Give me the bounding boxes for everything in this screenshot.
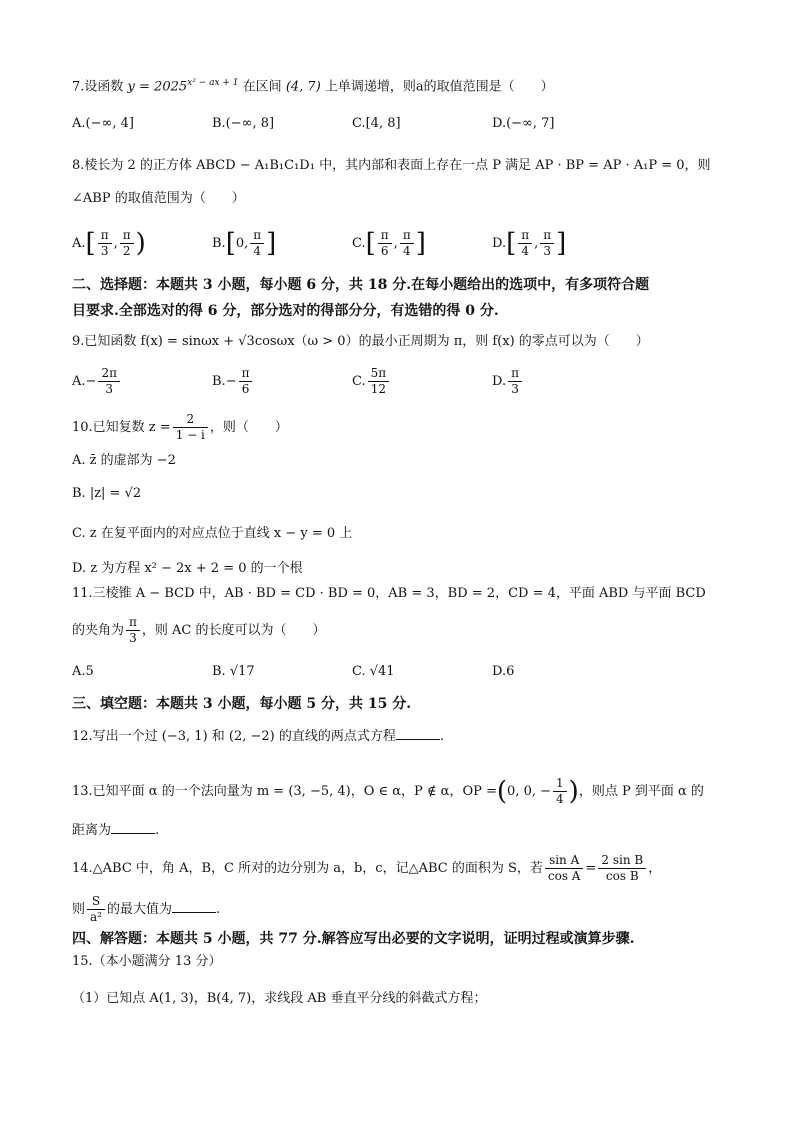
q10-stem-prefix: 10.已知复数 z = <box>72 420 171 435</box>
q9-option-c-label: C. <box>352 374 366 389</box>
q8-option-b-rbracket: ] <box>266 228 277 259</box>
frac-numerator: 2π <box>98 366 120 382</box>
q13-vector-components: 0, 0, − <box>507 784 552 799</box>
q11-frac <box>126 615 140 646</box>
frac-numerator: π <box>518 228 532 244</box>
q11-stem-line2 <box>72 615 326 646</box>
frac-numerator: π <box>239 366 253 382</box>
q9-option-a <box>72 366 122 397</box>
q8-option-d-frac1 <box>518 228 532 259</box>
frac-denominator: 6 <box>241 382 250 396</box>
section-2-heading-line2: 目要求.全部选对的得 6 分，部分选对的得部分分，有选错的得 0 分. <box>72 303 499 319</box>
q9-stem: 9.已知函数 f(x) = sinωx + √3cosωx（ω > 0）的最小正周期为 π，则 f(x) 的零点可以为（ ） <box>72 334 649 349</box>
q13-vector-rparen: ) <box>568 776 579 807</box>
q8-option-c: C.[ $\frac{\pi}{6}$ , $\frac{\pi}{4}$ ] <box>352 228 426 259</box>
q8-option-a-frac1 <box>98 228 112 259</box>
q11-stem-prefix: 的夹角为 <box>72 623 125 638</box>
q8-option-d-lbracket: [ <box>506 228 517 259</box>
q7-option-d: D.(−∞, 7] <box>492 116 555 131</box>
q11-option-b: B. √17 <box>212 664 255 679</box>
q14-frac-sin-over-cos-a <box>545 853 584 884</box>
q9-option-d-frac <box>508 366 522 397</box>
q8-option-d-rbracket: ] <box>556 228 567 259</box>
frac-denominator: a² <box>90 910 102 924</box>
section-3-heading: 三、填空题：本题共 3 小题，每小题 5 分，共 15 分. <box>72 696 412 712</box>
frac-denominator: 4 <box>556 792 564 806</box>
frac-denominator: 12 <box>370 382 387 396</box>
q14-frac-s-over-a2 <box>87 894 105 925</box>
q13-line2-prefix: 距离为 <box>72 823 112 838</box>
q11-option-c: C. √41 <box>352 664 395 679</box>
q7-option-c: C.[4, 8] <box>352 116 401 131</box>
frac-denominator: 3 <box>129 631 137 645</box>
q9-option-b <box>212 366 254 397</box>
q14-equals: = <box>585 861 597 876</box>
q8-option-a-label: A. <box>72 236 86 251</box>
q8-option-c-label: C. <box>352 236 366 251</box>
q9-option-b-label: B. <box>212 374 226 389</box>
q7-exponent: x² − ax + 1 <box>187 78 239 88</box>
q7-stem-mid: 在区间 <box>242 79 282 95</box>
q14-stem <box>72 853 661 884</box>
frac-numerator: π <box>250 228 264 244</box>
q7-stem-suffix: 上单调递增，则a的取值范围是（ ） <box>324 79 554 95</box>
q8-option-b-zero: 0, <box>235 236 249 251</box>
q10-stem-suffix: ，则（ ） <box>209 420 288 435</box>
q11-option-d: D.6 <box>492 664 515 679</box>
q8-option-b <box>212 228 276 259</box>
frac-numerator: π <box>508 366 522 382</box>
q9-option-d <box>492 366 524 397</box>
frac-denominator: 4 <box>521 244 530 258</box>
q13-stem-prefix: 13.已知平面 α 的一个法向量为 m = (3, −5, 4)，O ∈ α，P ∉ α，OP = <box>72 784 497 799</box>
frac-numerator: π <box>400 228 414 244</box>
q7-interval: (4, 7) <box>285 79 321 95</box>
q12-stem <box>72 725 444 747</box>
q15-part1: （1）已知点 A(1, 3)，B(4, 7)，求线段 AB 垂直平分线的斜截式方程； <box>72 991 487 1006</box>
q10-frac <box>173 412 208 443</box>
frac-denominator: 3 <box>511 382 519 396</box>
frac-denominator: 3 <box>105 382 114 396</box>
q13-stem-suffix: ，则点 P 到平面 α 的 <box>578 784 704 799</box>
q12-stem-prefix: 12.写出一个过 (−3, 1) 和 (2, −2) 的直线的两点式方程 <box>72 729 396 744</box>
q11-stem-suffix: ，则 AC 的长度可以为（ ） <box>141 623 326 638</box>
q12-answer-blank[interactable] <box>396 725 440 740</box>
q14-line2-mid: 的最大值为 <box>106 902 172 917</box>
q8-option-a-lbracket: [ <box>85 228 96 259</box>
frac-numerator: 2 sin B <box>598 853 646 869</box>
q8-option-c-frac2 <box>400 228 414 259</box>
frac-numerator: S <box>87 894 105 910</box>
q14-answer-blank[interactable] <box>172 898 216 913</box>
frac-denominator: 4 <box>402 244 411 258</box>
q8-option-b-lbracket: [ <box>225 228 236 259</box>
frac-denominator: cos B <box>605 869 639 883</box>
frac-numerator: π <box>120 228 134 244</box>
frac-numerator: π <box>98 228 112 244</box>
q14-stem-line2 <box>72 894 220 925</box>
q13-stem-line2 <box>72 819 159 841</box>
q14-stem-suffix: ， <box>648 861 662 876</box>
frac-numerator: 2 <box>173 412 208 428</box>
q9-option-c-frac <box>368 366 390 397</box>
q9-option-b-sign: − <box>225 374 237 389</box>
frac-denominator: 6 <box>380 244 389 258</box>
q13-answer-blank[interactable] <box>111 819 155 834</box>
q8-option-c-rbracket: ] <box>415 228 426 259</box>
q8-stem-line1: 8.棱长为 2 的正方体 ABCD − A₁B₁C₁D₁ 中，其内部和表面上存在一点 P 满足 AP · BP = AP · A₁P = 0，则 <box>72 158 711 173</box>
frac-numerator: 5π <box>368 366 390 382</box>
q13-stem <box>72 776 704 807</box>
frac-numerator: π <box>378 228 392 244</box>
q8-option-a-frac2 <box>120 228 134 259</box>
frac-denominator: cos A <box>547 869 581 883</box>
frac-numerator: π <box>126 615 140 631</box>
q9-option-a-sign: − <box>85 374 97 389</box>
q10-option-d: D. z 为方程 x² − 2x + 2 = 0 的一个根 <box>72 561 303 576</box>
frac-denominator: 4 <box>253 244 262 258</box>
q7-function: y = 2025 <box>127 79 188 95</box>
q8-option-d-label: D. <box>492 236 507 251</box>
q10-option-a: A. z̄ 的虚部为 −2 <box>72 453 176 468</box>
q10-option-c: C. z 在复平面内的对应点位于直线 x − y = 0 上 <box>72 526 353 541</box>
q15-heading: 15.（本小题满分 13 分） <box>72 954 222 969</box>
section-2-heading-line1: 二、选择题：本题共 3 小题，每小题 6 分，共 18 分.在每小题给出的选项中，有多项符合题 <box>72 277 650 293</box>
q9-option-d-label: D. <box>492 374 507 389</box>
q7-option-b: B.(−∞, 8] <box>212 116 275 131</box>
q9-option-b-frac <box>239 366 253 397</box>
q14-line2-prefix: 则 <box>72 902 86 917</box>
q10-option-b: B. |z| = √2 <box>72 486 142 501</box>
q8-option-c-lbracket: [ <box>365 228 376 259</box>
q10-stem <box>72 412 288 443</box>
frac-numerator: sin A <box>545 853 584 869</box>
q9-option-a-label: A. <box>72 374 86 389</box>
q8-option-b-frac <box>250 228 264 259</box>
q8-option-d: D.[ $\frac{\pi}{4}$ , $\frac{\pi}{3}$ ] <box>492 228 567 259</box>
section-4-heading: 四、解答题：本题共 5 小题，共 77 分.解答应写出必要的文字说明，证明过程或演算步骤. <box>72 931 635 947</box>
q13-vector-lparen: ( <box>496 776 508 807</box>
q13-frac <box>553 776 567 807</box>
q14-line2-suffix: . <box>216 902 221 917</box>
q7-stem <box>72 73 554 97</box>
q8-stem-line2: ∠ABP 的取值范围为（ ） <box>72 191 245 206</box>
q9-option-c <box>352 366 391 397</box>
frac-denominator: 3 <box>100 244 109 258</box>
frac-numerator: π <box>540 228 554 244</box>
q14-stem-prefix: 14.△ABC 中，角 A，B，C 所对的边分别为 a，b，c，记△ABC 的面积为 S，若 <box>72 861 543 876</box>
q8-option-a-rbracket: ) <box>135 228 146 259</box>
q9-option-a-frac <box>98 366 120 397</box>
q7-option-a: A.(−∞, 4] <box>72 116 134 131</box>
q8-option-b-label: B. <box>212 236 226 251</box>
frac-denominator: 2 <box>122 244 131 258</box>
q12-stem-suffix: . <box>439 729 445 744</box>
frac-denominator: 3 <box>543 244 552 258</box>
frac-denominator: 1 − i <box>175 428 205 442</box>
q13-line2-suffix: . <box>155 823 160 838</box>
q7-stem-prefix: 7.设函数 <box>72 79 124 95</box>
q11-option-a: A.5 <box>72 664 94 679</box>
q14-frac-sin-over-cos-b <box>598 853 646 884</box>
frac-numerator: 1 <box>553 776 567 792</box>
q11-stem-line1: 11.三棱锥 A − BCD 中，AB · BD = CD · BD = 0，AB = 3，BD = 2，CD = 4，平面 ABD 与平面 BCD <box>72 586 706 601</box>
q8-option-c-frac1 <box>378 228 392 259</box>
q8-option-d-frac2 <box>540 228 554 259</box>
q8-option-a: A.[ $\frac{\pi}{3}$ , $\frac{\pi}{2}$ ) <box>72 228 146 259</box>
